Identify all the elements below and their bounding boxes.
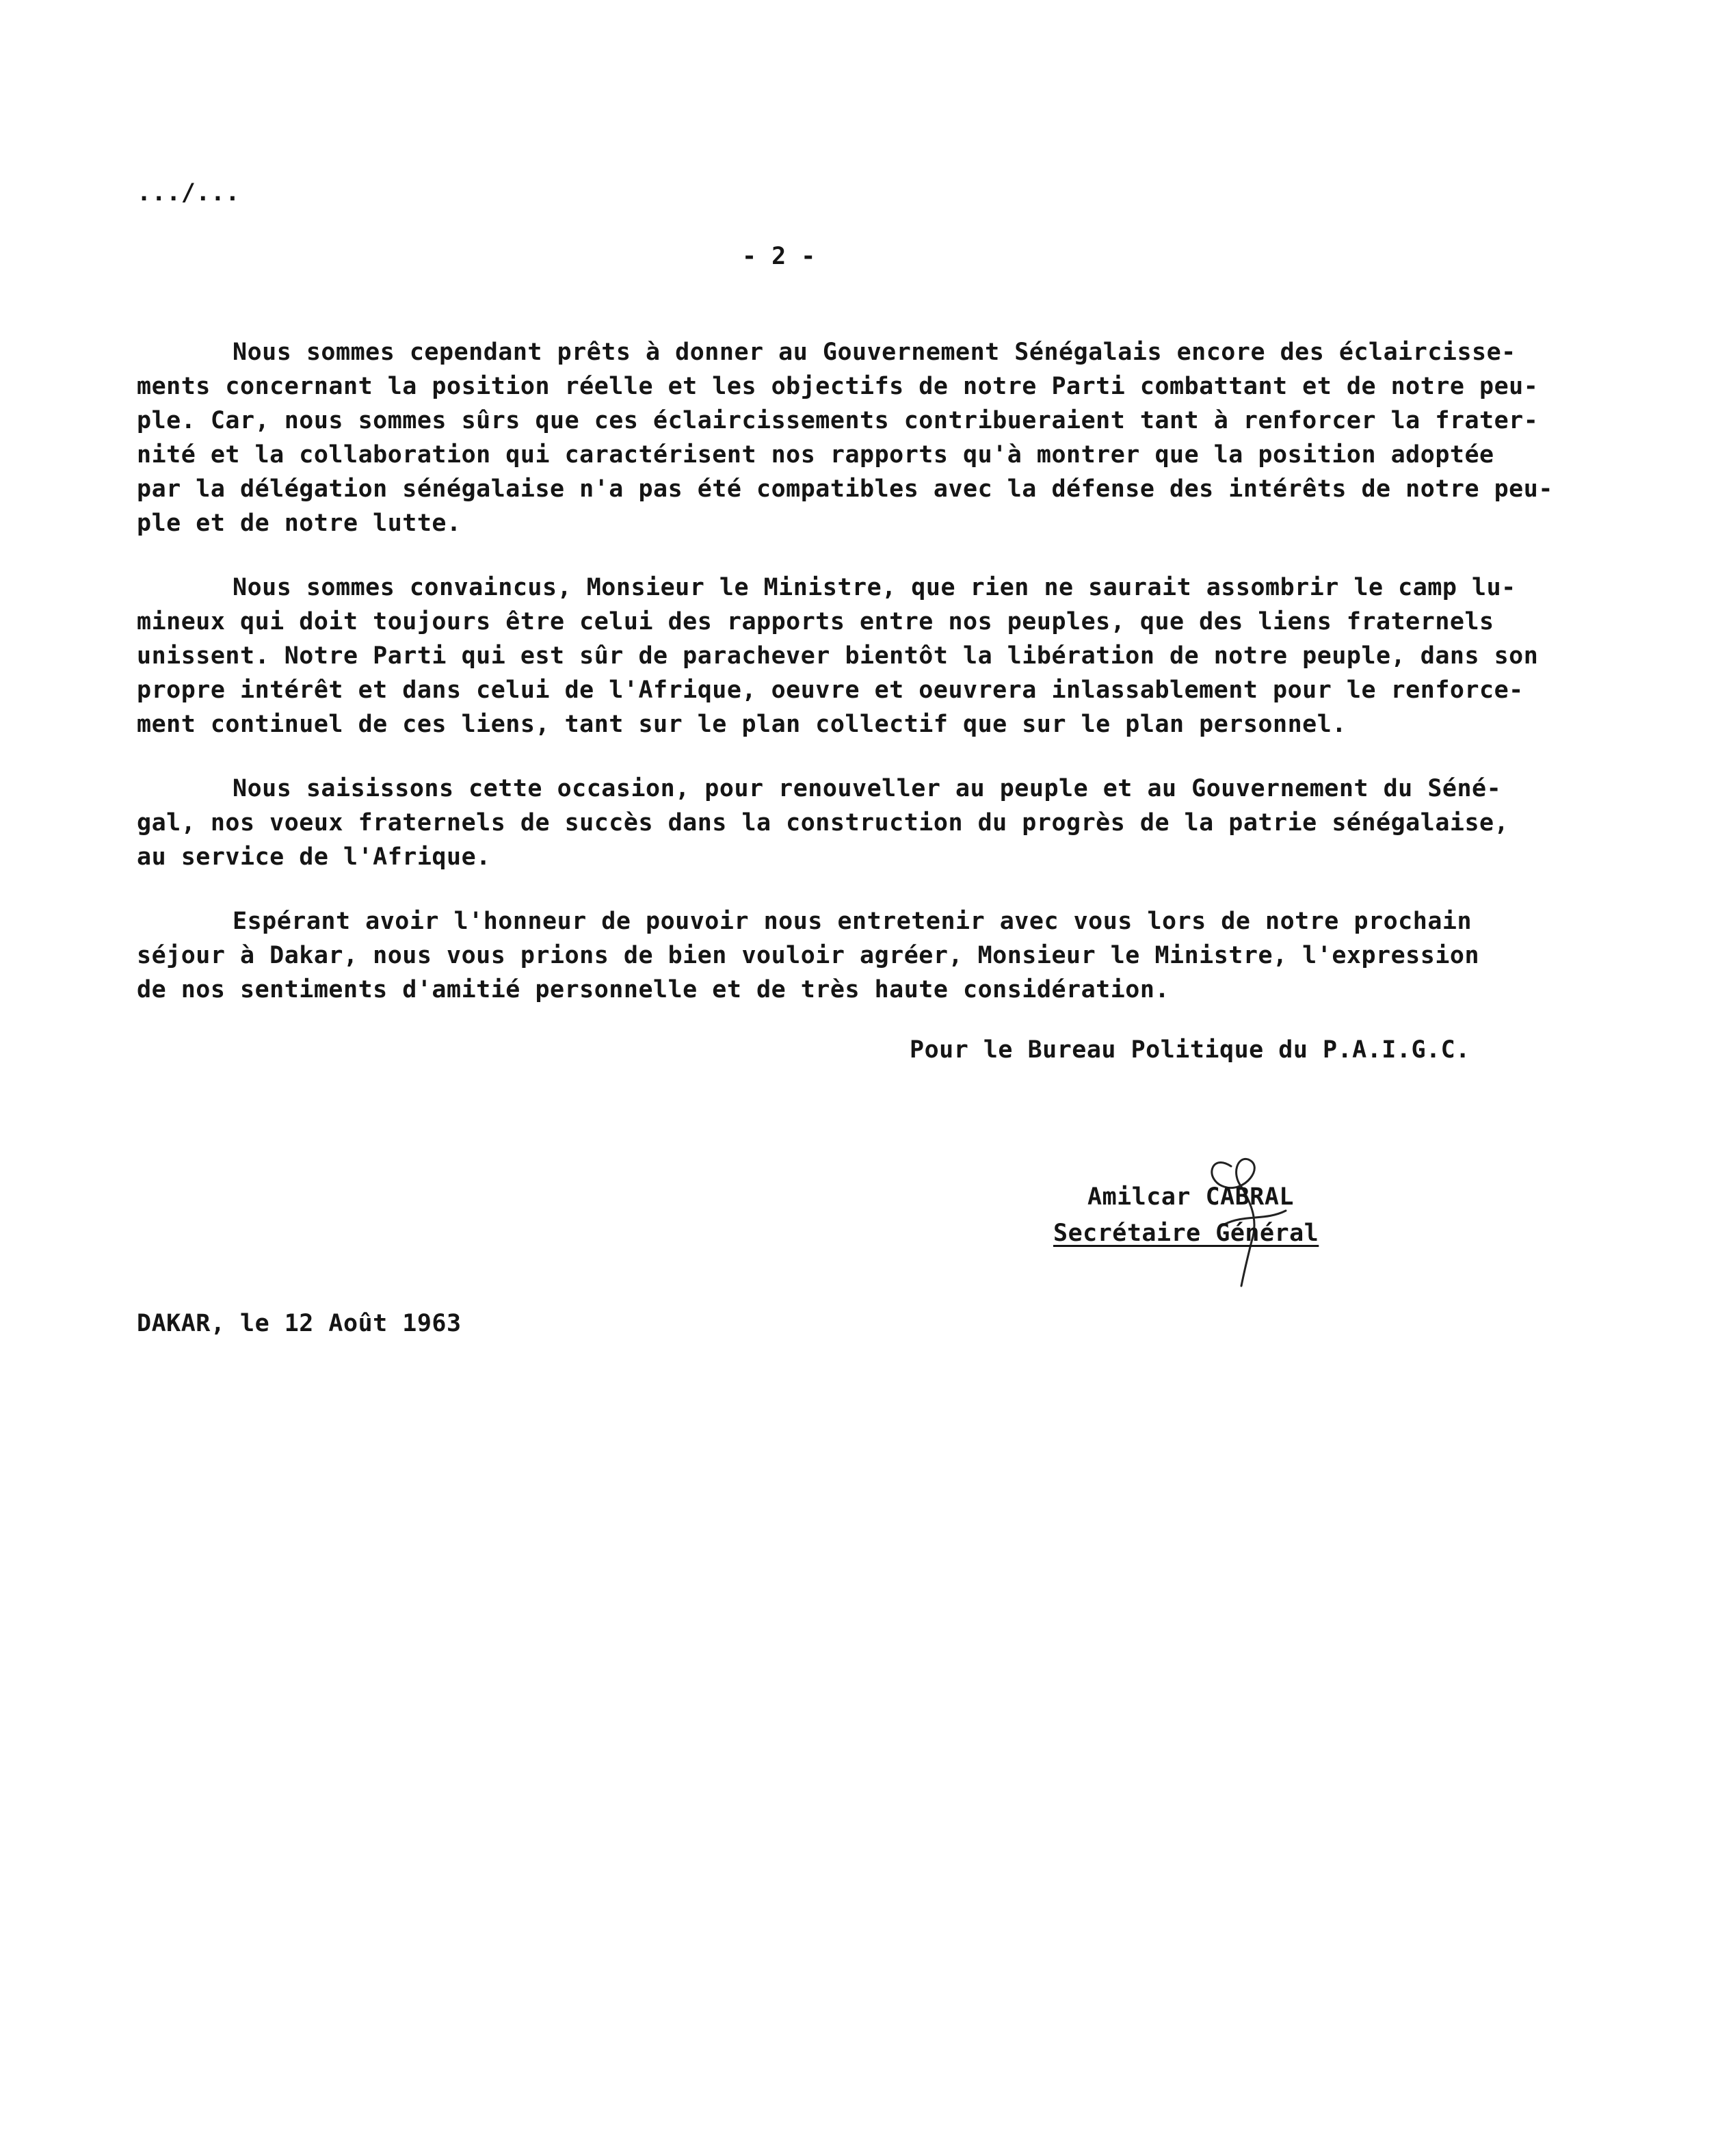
letter-body <box>137 335 1669 1037</box>
body-line: ment continuel de ces liens, tant sur le plan collectif que sur le plan personnel. <box>137 711 1347 738</box>
paragraph-conviction <box>137 570 1669 741</box>
body-line: mineux qui doit toujours être celui des rapports entre nos peuples, que des liens fraternels <box>137 608 1494 635</box>
body-line: par la délégation sénégalaise n'a pas été compatibles avec la défense des intérêts de notre peu- <box>137 475 1553 503</box>
body-line: Nous saisissons cette occasion, pour renouveller au peuple et au Gouvernement du Séné- <box>233 775 1502 802</box>
page-number: - 2 - <box>742 243 816 270</box>
body-line: ments concernant la position réelle et les objectifs de notre Parti combattant et de notre peu- <box>137 373 1539 400</box>
paragraph-wishes <box>137 772 1669 874</box>
signer-title: Secrétaire Général <box>1053 1220 1319 1247</box>
body-line: Nous sommes cependant prêts à donner au Gouvernement Sénégalais encore des éclaircisse- <box>233 339 1516 366</box>
body-line: Espérant avoir l'honneur de pouvoir nous entretenir avec vous lors de notre prochain <box>233 908 1472 935</box>
body-line: Nous sommes convaincus, Monsieur le Ministre, que rien ne saurait assombrir le camp lu- <box>233 574 1516 601</box>
closing-line: Pour le Bureau Politique du P.A.I.G.C. <box>910 1036 1470 1064</box>
paragraph-salutation <box>137 904 1669 1007</box>
body-line: de nos sentiments d'amitié personnelle et de très haute considération. <box>137 976 1170 1003</box>
body-line: propre intérêt et dans celui de l'Afrique, oeuvre et oeuvrera inlassablement pour le renforce- <box>137 676 1524 704</box>
place-and-date: DAKAR, le 12 Août 1963 <box>137 1310 462 1337</box>
body-line: ple. Car, nous sommes sûrs que ces éclaircissements contribueraient tant à renforcer la frater- <box>137 407 1539 434</box>
body-line: séjour à Dakar, nous vous prions de bien vouloir agréer, Monsieur le Ministre, l'expression <box>137 942 1480 969</box>
body-line: unissent. Notre Parti qui est sûr de parachever bientôt la libération de notre peuple, dans son <box>137 642 1539 670</box>
paragraph-clarifications <box>137 335 1669 540</box>
signature-block <box>1046 1139 1388 1317</box>
continuation-mark: .../... <box>137 179 241 207</box>
body-line: au service de l'Afrique. <box>137 843 491 871</box>
body-line: ple et de notre lutte. <box>137 510 462 537</box>
signer-name: Amilcar CABRAL <box>1087 1183 1295 1211</box>
body-line: nité et la collaboration qui caractérisent nos rapports qu'à montrer que la position adoptée <box>137 441 1494 469</box>
body-line: gal, nos voeux fraternels de succès dans la construction du progrès de la patrie sénégalaise, <box>137 809 1509 837</box>
